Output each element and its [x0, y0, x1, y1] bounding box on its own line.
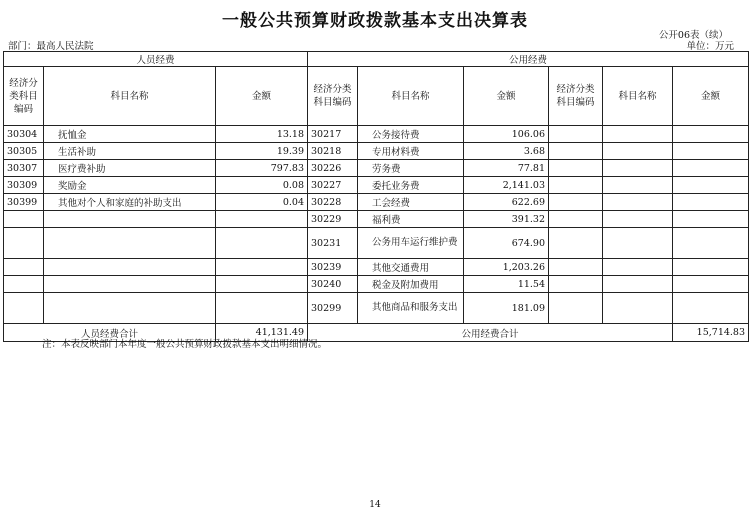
col-code-header: 经济分类科目编码	[308, 67, 358, 126]
cell-empty	[549, 276, 603, 293]
department-label: 部门：最高人民法院	[8, 41, 94, 52]
cell-code: 30228	[308, 194, 358, 211]
cell-amount: 0.04	[216, 194, 308, 211]
unit-label: 单位：万元	[686, 41, 734, 52]
table-row	[4, 293, 749, 324]
table-row	[4, 228, 749, 259]
form-number: 公开06表（续）	[658, 30, 728, 41]
personnel-total-label: 人员经费合计	[4, 324, 216, 342]
cell-empty	[603, 143, 673, 160]
cell-empty	[4, 211, 44, 228]
cell-amount: 13.18	[216, 126, 308, 143]
cell-amount: 181.09	[464, 293, 549, 324]
cell-amount: 1,203.26	[464, 259, 549, 276]
personnel-group-header: 人员经费	[4, 52, 308, 67]
cell-empty	[603, 228, 673, 259]
cell-code: 30305	[4, 143, 44, 160]
cell-name: 生活补助	[44, 143, 216, 160]
cell-empty	[44, 259, 216, 276]
cell-code: 30227	[308, 177, 358, 194]
cell-empty	[549, 228, 603, 259]
cell-name: 福利费	[358, 211, 464, 228]
cell-amount: 19.39	[216, 143, 308, 160]
cell-empty	[4, 293, 44, 324]
table-row	[4, 143, 749, 160]
cell-name: 专用材料费	[358, 143, 464, 160]
cell-empty	[673, 194, 749, 211]
cell-empty	[549, 126, 603, 143]
public-total-label: 公用经费合计	[308, 324, 673, 342]
cell-amount: 622.69	[464, 194, 549, 211]
cell-code: 30307	[4, 160, 44, 177]
table-row	[4, 194, 749, 211]
cell-empty	[549, 160, 603, 177]
page-number: 14	[369, 500, 381, 510]
cell-amount: 77.81	[464, 160, 549, 177]
col-amount-header: 金额	[673, 67, 749, 126]
cell-empty	[44, 276, 216, 293]
cell-empty	[4, 228, 44, 259]
col-amount-header: 金额	[464, 67, 549, 126]
cell-empty	[673, 211, 749, 228]
table-row	[4, 177, 749, 194]
cell-empty	[603, 293, 673, 324]
cell-code: 30399	[4, 194, 44, 211]
cell-empty	[603, 126, 673, 143]
table-note: 注：本表反映部门本年度一般公共预算财政拨款基本支出明细情况。	[42, 339, 328, 350]
public-total-value: 15,714.83	[673, 324, 749, 342]
cell-name: 公务用车运行维护费	[358, 228, 464, 259]
cell-empty	[603, 276, 673, 293]
col-code-header: 经济分类科目编码	[4, 67, 44, 126]
public-group-header: 公用经费	[308, 52, 749, 67]
cell-empty	[603, 177, 673, 194]
cell-amount: 674.90	[464, 228, 549, 259]
cell-name: 劳务费	[358, 160, 464, 177]
cell-name: 其他对个人和家庭的补助支出	[44, 194, 216, 211]
cell-amount: 391.32	[464, 211, 549, 228]
cell-empty	[549, 177, 603, 194]
cell-empty	[216, 228, 308, 259]
cell-code: 30231	[308, 228, 358, 259]
cell-empty	[216, 259, 308, 276]
cell-amount: 2,141.03	[464, 177, 549, 194]
table-row	[4, 259, 749, 276]
cell-empty	[673, 293, 749, 324]
cell-empty	[603, 194, 673, 211]
cell-name: 税金及附加费用	[358, 276, 464, 293]
cell-empty	[603, 259, 673, 276]
cell-empty	[673, 259, 749, 276]
col-name-header: 科目名称	[358, 67, 464, 126]
cell-empty	[44, 228, 216, 259]
cell-empty	[603, 160, 673, 177]
cell-empty	[216, 276, 308, 293]
cell-amount: 0.08	[216, 177, 308, 194]
cell-code: 30229	[308, 211, 358, 228]
cell-empty	[673, 143, 749, 160]
cell-name: 抚恤金	[44, 126, 216, 143]
table-row	[4, 160, 749, 177]
cell-empty	[44, 211, 216, 228]
cell-name: 奖励金	[44, 177, 216, 194]
cell-empty	[673, 177, 749, 194]
cell-code: 30217	[308, 126, 358, 143]
cell-empty	[549, 211, 603, 228]
cell-code: 30309	[4, 177, 44, 194]
cell-name: 其他商品和服务支出	[358, 293, 464, 324]
cell-amount: 797.83	[216, 160, 308, 177]
cell-code: 30299	[308, 293, 358, 324]
cell-name: 医疗费补助	[44, 160, 216, 177]
col-name-header: 科目名称	[44, 67, 216, 126]
table-row	[4, 126, 749, 143]
cell-code: 30226	[308, 160, 358, 177]
table-row	[4, 276, 749, 293]
expenditure-table	[3, 51, 749, 342]
cell-empty	[549, 293, 603, 324]
cell-code: 30218	[308, 143, 358, 160]
cell-empty	[549, 259, 603, 276]
cell-code: 30240	[308, 276, 358, 293]
cell-code: 30304	[4, 126, 44, 143]
cell-empty	[216, 293, 308, 324]
cell-amount: 3.68	[464, 143, 549, 160]
cell-empty	[44, 293, 216, 324]
cell-empty	[673, 126, 749, 143]
cell-empty	[673, 160, 749, 177]
col-amount-header: 金额	[216, 67, 308, 126]
cell-amount: 106.06	[464, 126, 549, 143]
cell-name: 其他交通费用	[358, 259, 464, 276]
personnel-total-value: 41,131.49	[216, 324, 308, 342]
cell-amount: 11.54	[464, 276, 549, 293]
cell-empty	[549, 194, 603, 211]
cell-empty	[673, 276, 749, 293]
cell-name: 工会经费	[358, 194, 464, 211]
col-name-header: 科目名称	[603, 67, 673, 126]
page-title: 一般公共预算财政拨款基本支出决算表	[222, 11, 528, 31]
cell-name: 委托业务费	[358, 177, 464, 194]
cell-empty	[673, 228, 749, 259]
cell-empty	[549, 143, 603, 160]
col-code-header: 经济分类科目编码	[549, 67, 603, 126]
cell-empty	[4, 276, 44, 293]
cell-empty	[216, 211, 308, 228]
cell-name: 公务接待费	[358, 126, 464, 143]
cell-empty	[603, 211, 673, 228]
table-row	[4, 211, 749, 228]
cell-empty	[4, 259, 44, 276]
cell-code: 30239	[308, 259, 358, 276]
